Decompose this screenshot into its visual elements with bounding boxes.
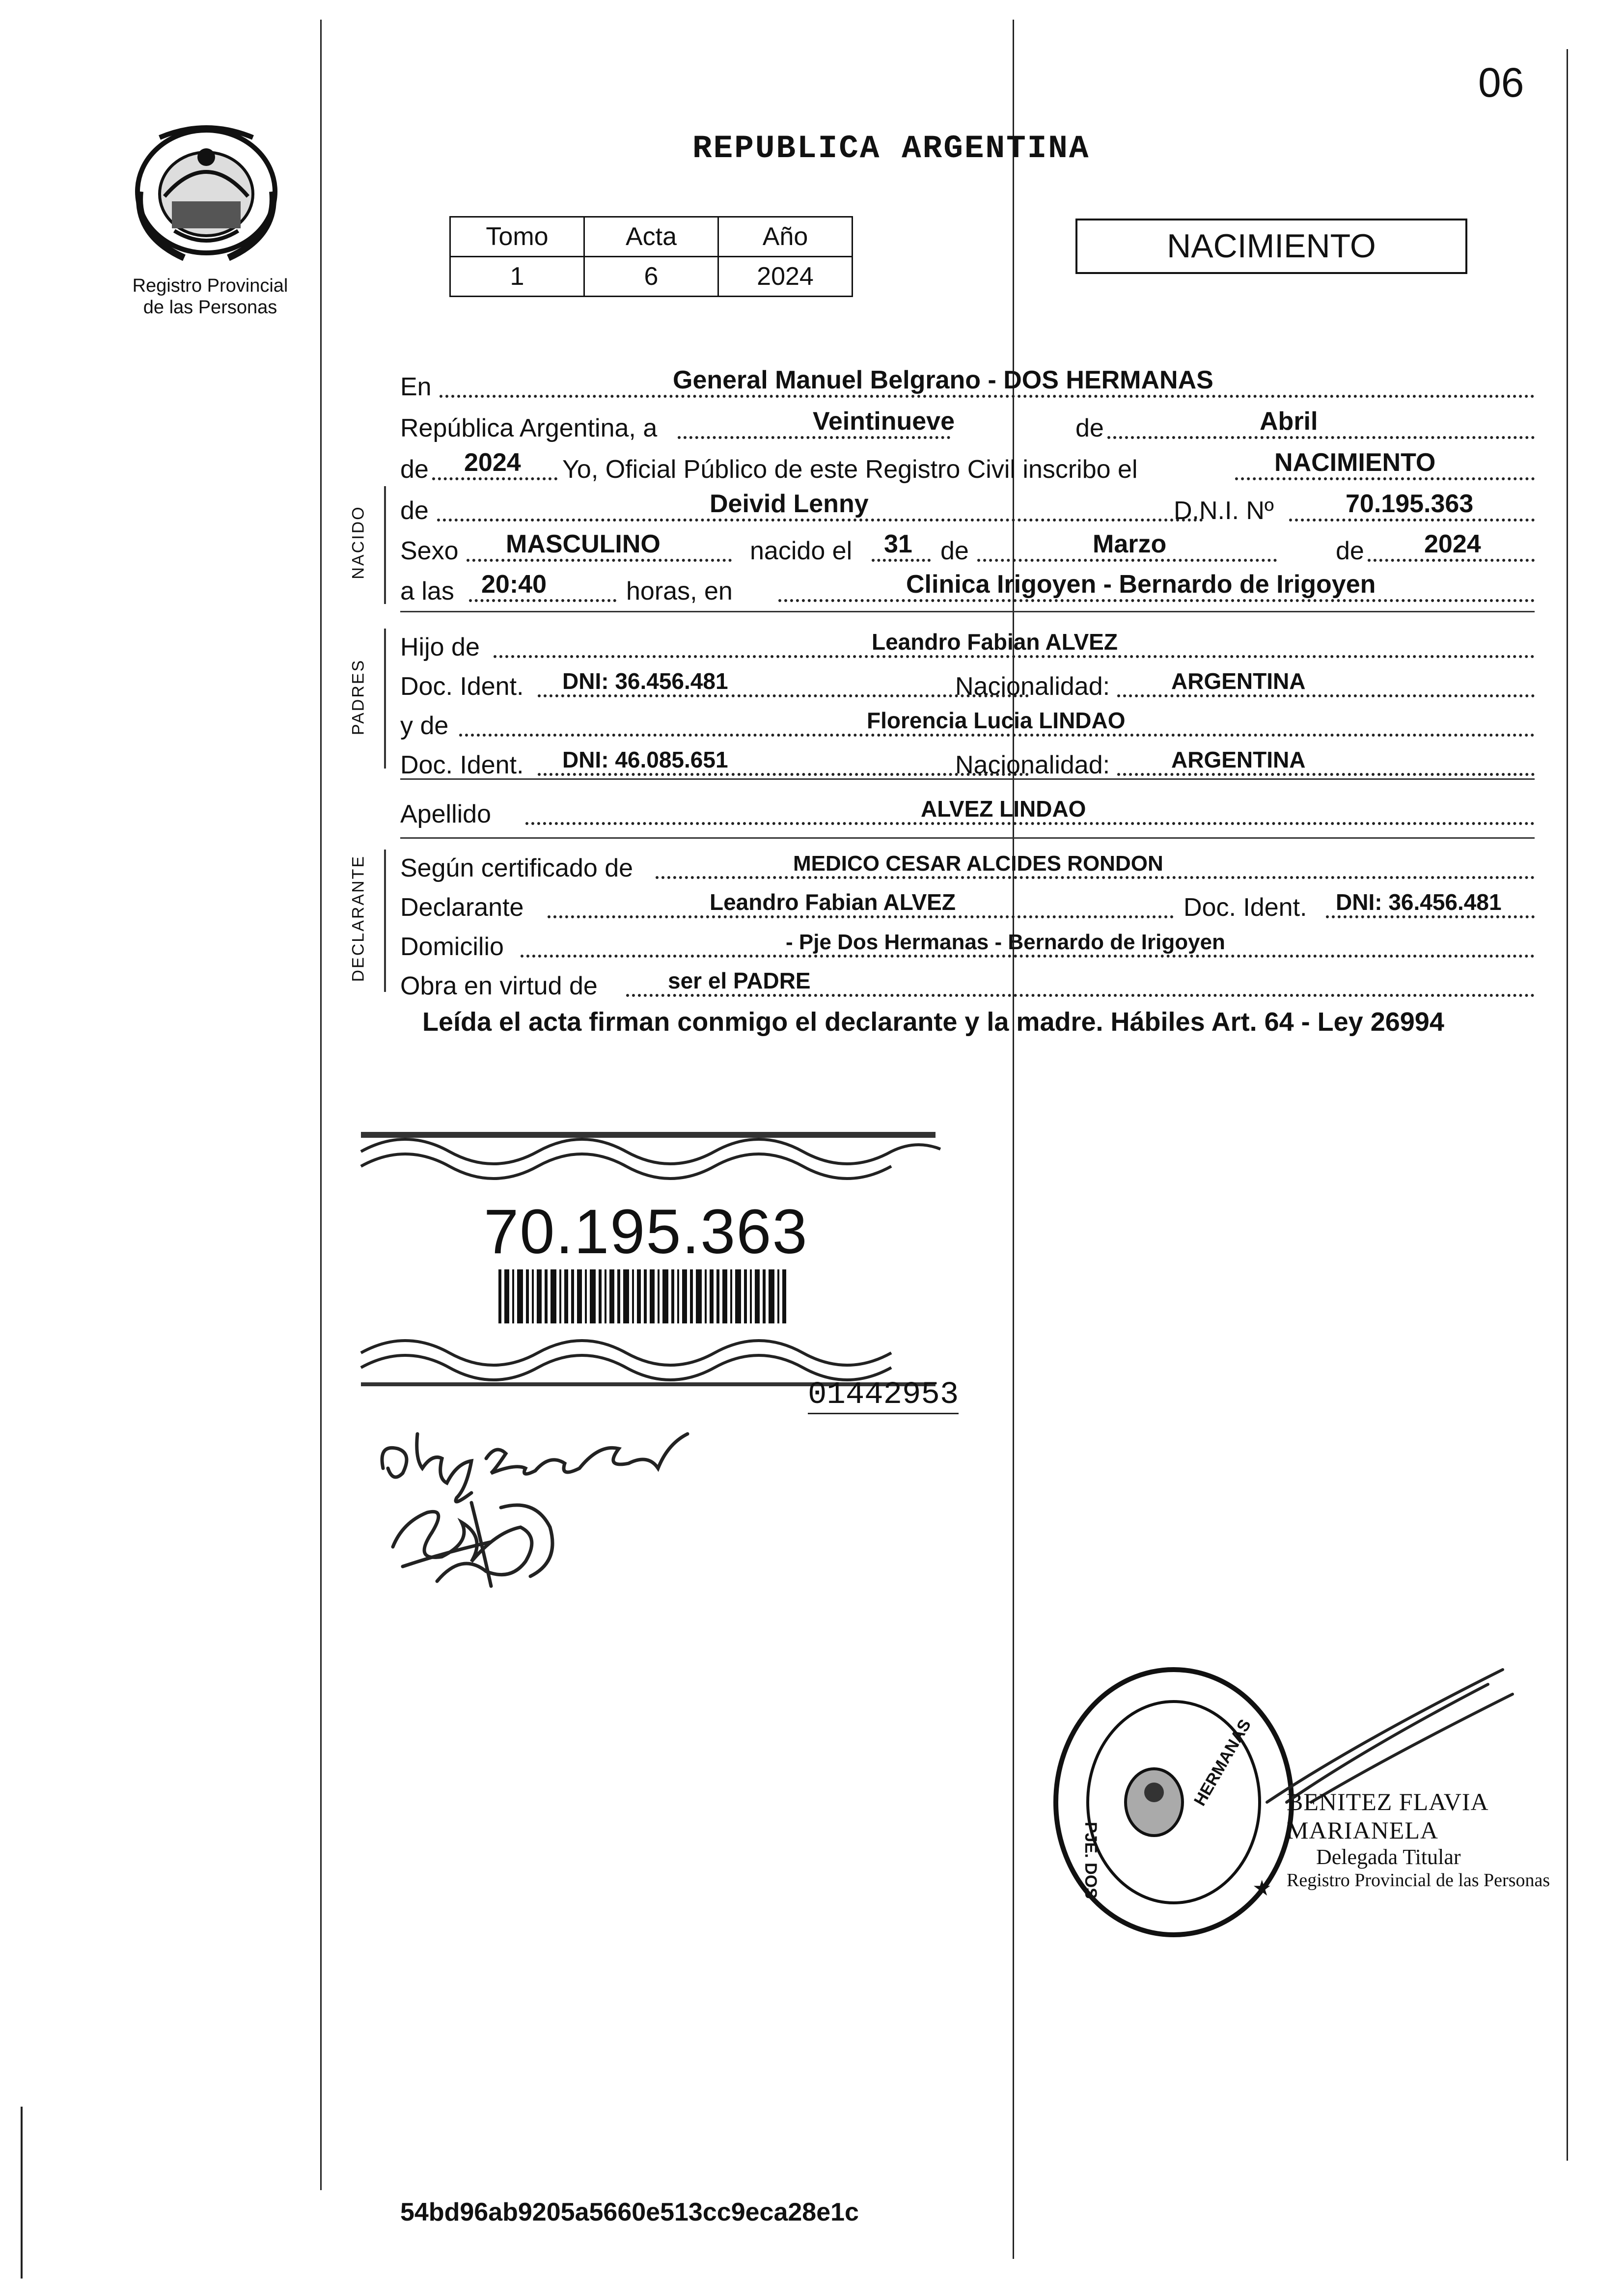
value-mes-nacimiento: Marzo: [1093, 530, 1167, 558]
acta-value: 6: [584, 257, 718, 297]
value-declarante: Leandro Fabian ALVEZ: [710, 889, 956, 915]
right-margin-line: [1567, 49, 1568, 2161]
dotted-line: [1326, 915, 1535, 918]
dotted-line: [521, 955, 1535, 958]
document-title: REPUBLICA ARGENTINA: [692, 130, 1090, 167]
row-certificado: [400, 845, 1535, 886]
dotted-line: [872, 559, 931, 562]
label-republica: República Argentina, a: [400, 414, 658, 442]
officer-office: Registro Provincial de las Personas: [1287, 1870, 1550, 1891]
value-anio-nacimiento: 2024: [1424, 530, 1481, 558]
value-nombre: Deivid Lenny: [710, 490, 869, 518]
dotted-line: [1235, 477, 1535, 480]
label-nacionalidad-padre: Nacionalidad:: [955, 672, 1110, 701]
registry-line-1: Registro Provincial: [132, 275, 288, 296]
dotted-line: [1117, 773, 1535, 776]
dotted-line: [525, 822, 1535, 825]
label-doc-ident-declarante: Doc. Ident.: [1184, 893, 1307, 922]
scan-edge-mark: [21, 2107, 23, 2279]
value-padre: Leandro Fabian ALVEZ: [872, 629, 1118, 655]
section-divider: [400, 837, 1535, 839]
dotted-line: [678, 436, 950, 439]
registry-line-2: de las Personas: [143, 297, 277, 318]
label-de-anio-nacimiento: de: [1336, 537, 1364, 565]
provincia-misiones-emblem: [125, 118, 287, 265]
label-horas-en: horas, en: [626, 577, 733, 605]
value-declarante-doc: DNI: 36.456.481: [1336, 889, 1502, 915]
dotted-line: [1107, 436, 1535, 439]
row-nombre: [400, 487, 1535, 528]
label-segun-certificado: Según certificado de: [400, 854, 633, 882]
dni-barcode-label: [356, 1122, 959, 1413]
officer-role: Delegada Titular: [1316, 1845, 1461, 1869]
value-hora: 20:40: [481, 570, 547, 599]
label-yo-oficial: Yo, Oficial Público de este Registro Civil inscribo el: [562, 455, 1138, 484]
value-lugar-nacimiento: Clinica Irigoyen - Bernardo de Irigoyen: [906, 570, 1376, 599]
value-sexo: MASCULINO: [506, 530, 661, 558]
row-domicilio: [400, 923, 1535, 964]
record-type-box: NACIMIENTO: [1075, 219, 1467, 274]
dotted-line: [626, 994, 1535, 997]
label-domicilio: Domicilio: [400, 933, 504, 961]
label-hijo-de: Hijo de: [400, 633, 480, 661]
officer-stamp: [1287, 1787, 1562, 1891]
row-declarante: [400, 884, 1535, 925]
value-madre: Florencia Lucia LINDAO: [867, 708, 1126, 733]
row-fecha-inscripcion: [400, 405, 1535, 446]
section-label-padres: PADRES: [349, 659, 368, 736]
page-number: 06: [1478, 59, 1524, 106]
dotted-line: [459, 734, 1535, 737]
label-en: En: [400, 373, 432, 401]
value-domicilio: - Pje Dos Hermanas - Bernardo de Irigoyen: [786, 930, 1225, 954]
handwritten-signatures: [373, 1414, 815, 1670]
row-sexo: [400, 527, 1535, 569]
label-de-mes-nacimiento: de: [940, 537, 969, 565]
label-apellido: Apellido: [400, 800, 492, 828]
label-obra-en-virtud: Obra en virtud de: [400, 972, 598, 1000]
value-dni: 70.195.363: [1346, 490, 1474, 518]
value-padre-nacionalidad: ARGENTINA: [1171, 668, 1306, 694]
row-lugar: [400, 363, 1535, 405]
fold-line: [1013, 20, 1014, 2259]
dotted-line: [656, 876, 1535, 879]
label-de-nombre: de: [400, 496, 429, 525]
tomo-value: 1: [450, 257, 584, 297]
dotted-line: [778, 599, 1535, 602]
section-bar-nacido: [384, 486, 386, 604]
label-de-mes: de: [1075, 414, 1104, 442]
label-sexo: Sexo: [400, 537, 459, 565]
signing-notice: Leída el acta firman conmigo el declarante y la madre. Hábiles Art. 64 - Ley 26994: [422, 1007, 1444, 1037]
dni-number: 70.195.363: [484, 1197, 808, 1267]
value-anio-inscripcion: 2024: [464, 448, 521, 477]
svg-text:★: ★: [1252, 1876, 1272, 1900]
section-label-declarante: DECLARANTE: [349, 854, 368, 982]
dotted-line: [1368, 559, 1535, 562]
dotted-line: [494, 655, 1535, 658]
value-apellido: ALVEZ LINDAO: [921, 796, 1086, 822]
label-doc-ident-padre: Doc. Ident.: [400, 672, 524, 701]
value-lugar: General Manuel Belgrano - DOS HERMANAS: [673, 366, 1213, 394]
dotted-line: [432, 477, 557, 480]
label-dni-no: D.N.I. Nº: [1174, 496, 1274, 525]
label-doc-ident-madre: Doc. Ident.: [400, 751, 524, 779]
row-madre: [400, 702, 1535, 743]
svg-text:HERMANAS: HERMANAS: [1190, 1716, 1255, 1809]
dotted-line: [548, 915, 1174, 918]
section-bar-declarante: [384, 850, 386, 992]
value-padre-doc: DNI: 36.456.481: [562, 668, 728, 694]
label-nacionalidad-madre: Nacionalidad:: [955, 751, 1110, 779]
label-declarante: Declarante: [400, 893, 524, 922]
value-mes-inscripcion: Abril: [1260, 407, 1318, 436]
row-padre-doc: [400, 663, 1535, 704]
registry-name: [122, 275, 299, 318]
value-madre-doc: DNI: 46.085.651: [562, 747, 728, 772]
acta-header: Acta: [584, 217, 718, 257]
label-a-las: a las: [400, 577, 454, 605]
dotted-line: [469, 599, 616, 602]
row-apellido: [400, 791, 1535, 832]
tomo-header: Tomo: [450, 217, 584, 257]
value-dia-inscripcion: Veintinueve: [813, 407, 955, 436]
anio-header: Año: [718, 217, 853, 257]
section-divider: [400, 778, 1535, 780]
dotted-line: [467, 559, 732, 562]
value-dia-nacimiento: 31: [884, 530, 912, 558]
value-certificado: MEDICO CESAR ALCIDES RONDON: [793, 852, 1163, 876]
row-hora-lugar: [400, 568, 1535, 609]
dotted-line: [977, 559, 1277, 562]
label-nacido-el: nacido el: [750, 537, 853, 565]
value-madre-nacionalidad: ARGENTINA: [1171, 747, 1306, 772]
section-label-nacido: NACIDO: [349, 505, 368, 579]
dotted-line: [1289, 519, 1535, 522]
officer-name: BENITEZ FLAVIA MARIANELA: [1287, 1788, 1487, 1844]
control-number: 01442953: [808, 1377, 959, 1414]
dotted-line: [440, 395, 1535, 398]
row-obra-en-virtud: [400, 962, 1535, 1004]
anio-value: 2024: [718, 257, 853, 297]
row-acto: [400, 446, 1535, 487]
row-padre: [400, 624, 1535, 665]
record-reference-table: [449, 216, 853, 297]
label-de-anio: de: [400, 455, 429, 484]
label-y-de: y de: [400, 712, 449, 740]
value-acto: NACIMIENTO: [1274, 448, 1436, 477]
left-margin-line: [320, 20, 322, 2190]
section-bar-padres: [384, 629, 386, 769]
svg-text:PJE. DOS: PJE. DOS: [1081, 1822, 1100, 1899]
dotted-line: [1117, 694, 1535, 697]
document-hash: 54bd96ab9205a5660e513cc9eca28e1c: [400, 2198, 859, 2226]
row-madre-doc: [400, 742, 1535, 783]
value-obra-en-virtud: ser el PADRE: [668, 968, 811, 993]
dotted-line: [437, 519, 1203, 522]
section-divider: [400, 611, 1535, 612]
